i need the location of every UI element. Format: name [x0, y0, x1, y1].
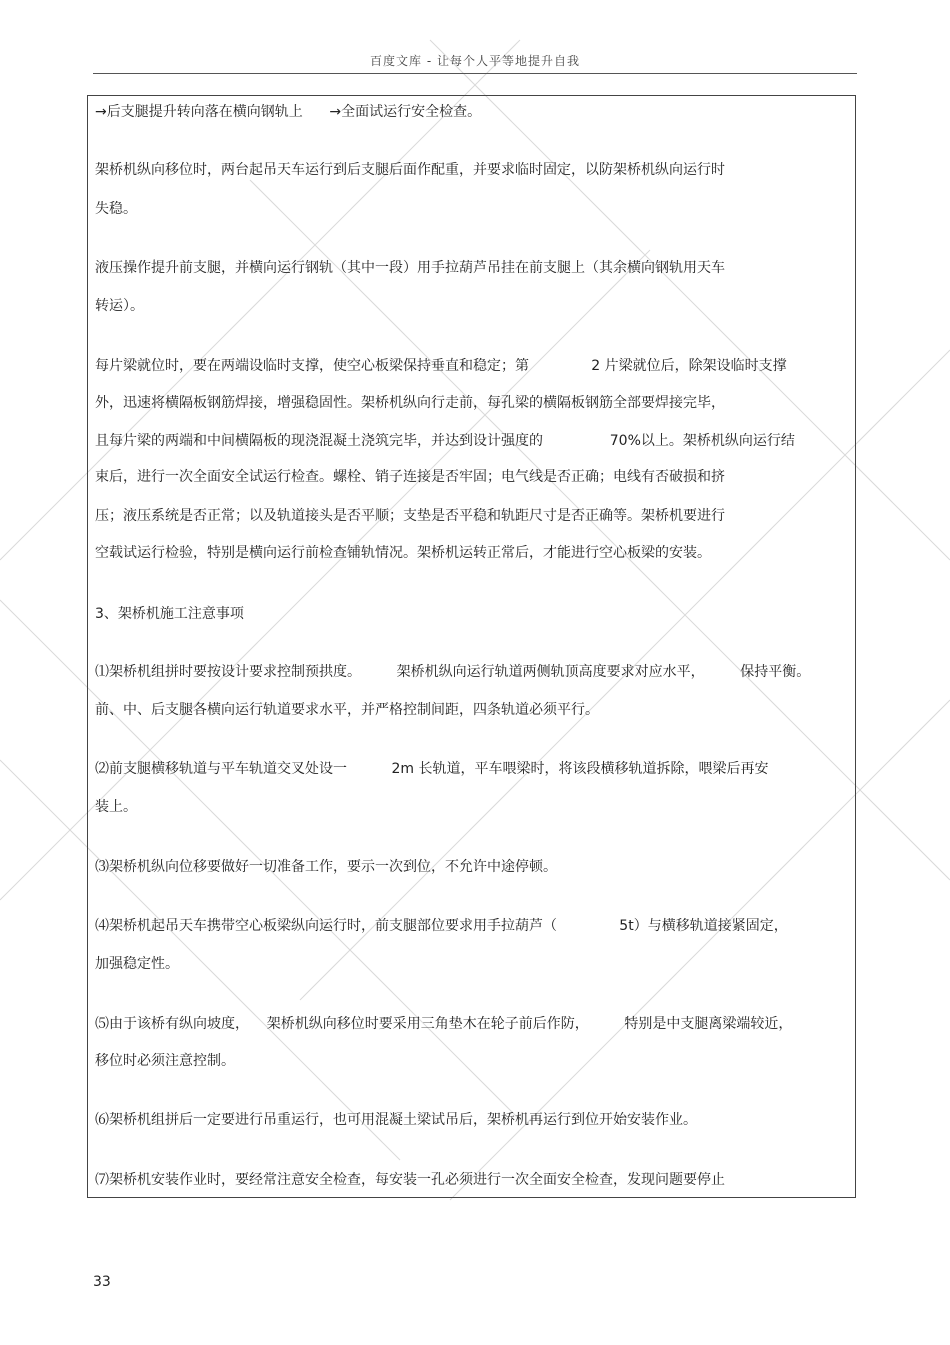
body-line: ⑵前支腿横移轨道与平车轨道交叉处设一 2m 长轨道，平车喂梁时，将该段横移轨道拆除，喂梁后再安 — [95, 761, 769, 777]
body-line: ⑺架桥机安装作业时，要经常注意安全检查，每安装一孔必须进行一次全面安全检查，发现问题要停止 — [95, 1172, 725, 1188]
body-line: 空载试运行检验，特别是横向运行前检查铺轨情况。架桥机运转正常后，才能进行空心板梁的安装。 — [95, 545, 711, 561]
header-divider — [93, 73, 857, 74]
body-line: 加强稳定性。 — [95, 956, 179, 972]
body-line: 且每片梁的两端和中间横隔板的现浇混凝土浇筑完毕，并达到设计强度的 70%以上。架桥机纵向运行结 — [95, 433, 795, 449]
body-line: 液压操作提升前支腿，并横向运行钢轨（其中一段）用手拉葫芦吊挂在前支腿上（其余横向钢轨用天车 — [95, 260, 725, 276]
body-line: ⑶架桥机纵向位移要做好一切准备工作，要示一次到位，不允许中途停顿。 — [95, 859, 557, 875]
body-line: 外，迅速将横隔板钢筋焊接，增强稳固性。架桥机纵向行走前，每孔梁的横隔板钢筋全部要焊接完毕， — [95, 395, 725, 411]
body-line: 每片梁就位时，要在两端设临时支撑，使空心板梁保持垂直和稳定；第 2 片梁就位后，除架设临时支撑 — [95, 358, 787, 374]
body-line: 束后，进行一次全面安全试运行检查。螺栓、销子连接是否牢固；电气线是否正确；电线有否破损和挤 — [95, 469, 725, 485]
section-heading: 3、架桥机施工注意事项 — [95, 606, 244, 622]
body-line: 装上。 — [95, 799, 137, 815]
page-number: 33 — [93, 1274, 111, 1290]
body-line: 转运）。 — [95, 298, 144, 314]
body-line: ⑸由于该桥有纵向坡度， 架桥机纵向移位时要采用三角垫木在轮子前后作防， 特别是中支腿离梁端较近， — [95, 1016, 793, 1032]
page-header: 百度文库 - 让每个人平等地提升自我 — [370, 54, 580, 68]
body-line: 失稳。 — [95, 201, 137, 217]
body-line: ⑷架桥机起吊天车携带空心板梁纵向运行时，前支腿部位要求用手拉葫芦（ 5t）与横移轨道接紧固定， — [95, 918, 788, 934]
body-line: 前、中、后支腿各横向运行轨道要求水平，并严格控制间距，四条轨道必须平行。 — [95, 702, 599, 718]
body-line: 架桥机纵向移位时，两台起吊天车运行到后支腿后面作配重，并要求临时固定，以防架桥机纵向运行时 — [95, 162, 725, 178]
body-line: ⑹架桥机组拼后一定要进行吊重运行，也可用混凝土梁试吊后，架桥机再运行到位开始安装作业。 — [95, 1112, 697, 1128]
body-line: 移位时必须注意控制。 — [95, 1053, 235, 1069]
body-line: 压；液压系统是否正常；以及轨道接头是否平顺；支垫是否平稳和轨距尺寸是否正确等。架桥机要进行 — [95, 508, 725, 524]
body-line: →后支腿提升转向落在横向钢轨上 →全面试运行安全检查。 — [95, 104, 482, 120]
body-line: ⑴架桥机组拼时要按设计要求控制预拱度。 架桥机纵向运行轨道两侧轨顶高度要求对应水平， 保持平衡。 — [95, 664, 811, 680]
